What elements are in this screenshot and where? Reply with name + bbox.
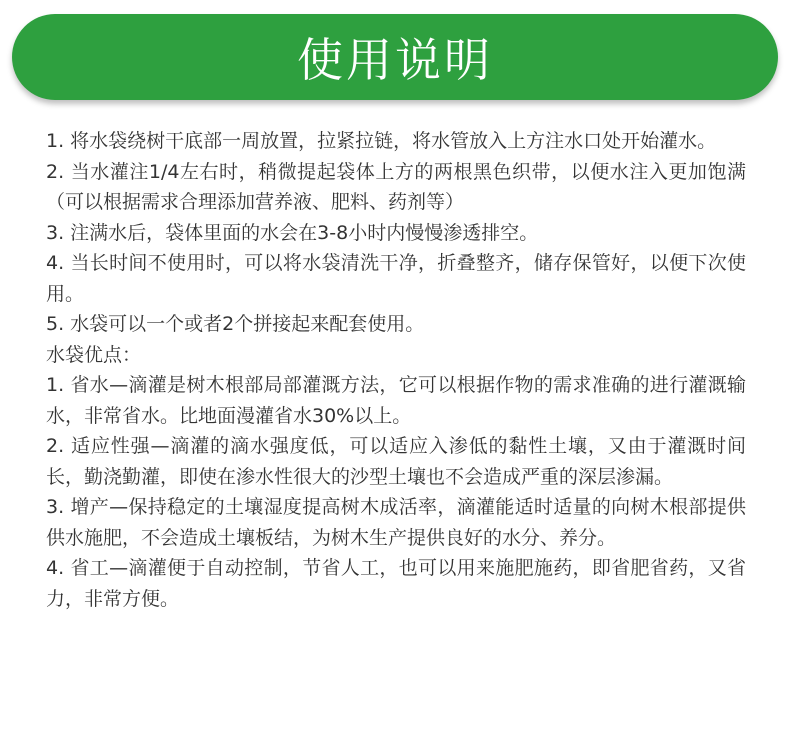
instruction-4: 4. 当长时间不使用时，可以将水袋清洗干净，折叠整齐，储存保管好，以便下次使用。 bbox=[46, 252, 746, 305]
advantages-heading: 水袋优点： bbox=[46, 343, 142, 366]
instruction-3: 3. 注满水后，袋体里面的水会在3-8小时内慢慢渗透排空。 bbox=[46, 221, 539, 244]
page-title: 使用说明 bbox=[297, 33, 493, 87]
advantage-1: 1. 省水—滴灌是树木根部局部灌溉方法，它可以根据作物的需求准确的进行灌溉输水，非常省水。比地面漫灌省水30%以上。 bbox=[46, 374, 746, 427]
advantage-2: 2. 适应性强—滴灌的滴水强度低，可以适应入渗低的黏性土壤，又由于灌溉时间长，勤浇勤灌，即使在渗水性很大的沙型土壤也不会造成严重的深层渗漏。 bbox=[46, 435, 746, 488]
instruction-5: 5. 水袋可以一个或者2个拼接起来配套使用。 bbox=[46, 313, 425, 335]
instruction-2: 2. 当水灌注1/4左右时，稍微提起袋体上方的两根黑色织带，以便水注入更加饱满（可以根据需求合理添加营养液、肥料、药剂等） bbox=[46, 160, 746, 213]
advantage-4: 4. 省工—滴灌便于自动控制，节省人工，也可以用来施肥施药，即省肥省药，又省力，非常方便。 bbox=[46, 557, 746, 610]
advantage-3: 3. 增产—保持稳定的土壤湿度提高树木成活率，滴灌能适时适量的向树木根部提供供水施肥，不会造成土壤板结，为树木生产提供良好的水分、养分。 bbox=[46, 496, 746, 549]
instructions-text bbox=[46, 126, 746, 614]
title-banner bbox=[12, 14, 778, 100]
instruction-1: 1. 将水袋绕树干底部一周放置，拉紧拉链，将水管放入上方注水口处开始灌水。 bbox=[46, 130, 717, 152]
